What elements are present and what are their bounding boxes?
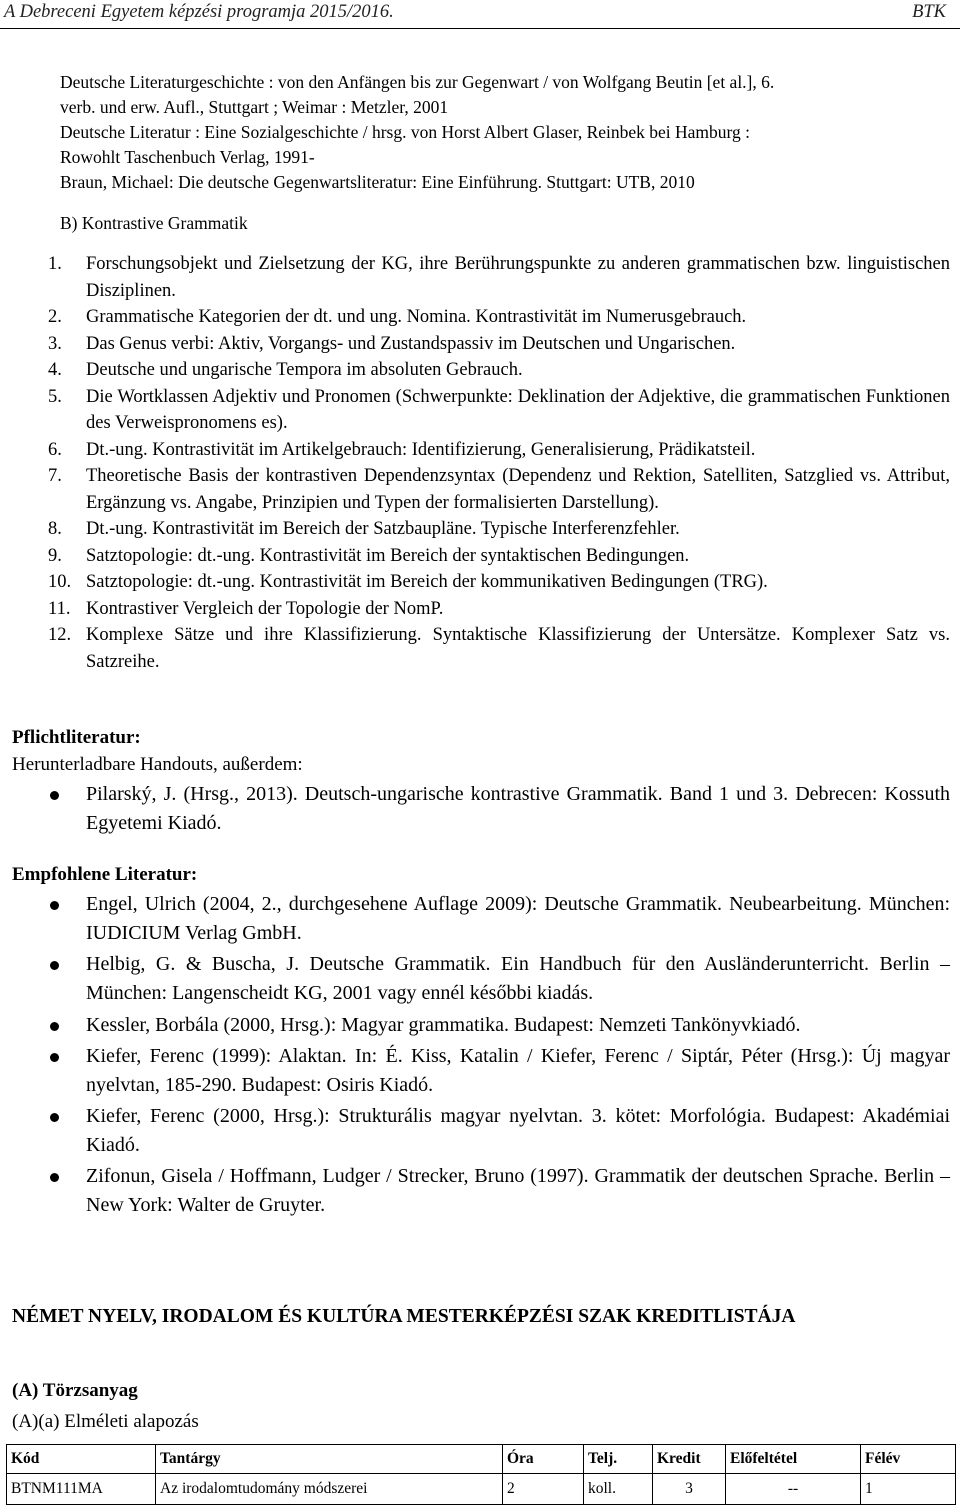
credit-table [6,1444,956,1505]
topic-text: Kontrastiver Vergleich der Topologie der NomP. [86,598,444,619]
literature-text: Zifonun, Gisela / Hoffmann, Ludger / Strecker, Bruno (1997). Grammatik der deutschen Sprache. Berlin – New York: Walter de Gruyter. [86,1165,950,1216]
table-cell: 3 [653,1474,726,1505]
topic-item [48,622,950,675]
reference-line: Deutsche Literatur : Eine Sozialgeschichte / hrsg. von Horst Albert Glaser, Reinbek bei Hamburg : [60,122,751,142]
core-subjects-heading: (A) Törzsanyag [12,1380,138,1401]
topic-item [48,463,950,516]
reference-line: Braun, Michael: Die deutsche Gegenwartsliteratur: Eine Einführung. Stuttgart: UTB, 2010 [60,172,695,192]
topic-text: Deutsche und ungarische Tempora im absoluten Gebrauch. [86,360,523,380]
column-header: Telj. [584,1445,653,1474]
literature-text: Kiefer, Ferenc (1999): Alaktan. In: É. Kiss, Katalin / Kiefer, Ferenc / Siptár, Péter (Hrsg.): Új magyar nyelvtan, 185-290. Budapest: Osiris Kiadó. [86,1045,950,1096]
topic-text: Theoretische Basis der kontrastiven Dependenzsyntax (Dependenz und Rektion, Satelliten, Satzglied vs. Attribut, Ergänzung vs. Angabe, Prinzipien und Typen der formalisierten Darstellung). [86,466,950,513]
topic-text: Forschungsobjekt und Zielsetzung der KG, ihre Berührungspunkte zu anderen grammatischen bzw. linguistischen Disziplinen. [86,254,950,301]
recommended-literature-heading: Empfohlene Literatur: [12,864,198,885]
literature-text: Kessler, Borbála (2000, Hrsg.): Magyar grammatika. Budapest: Nemzeti Tankönyvkiadó. [86,1014,801,1036]
literature-item [0,780,950,838]
topic-number: 6. [48,439,62,460]
bullet-icon [50,791,59,800]
topic-number: 7. [48,466,62,486]
column-header: Kód [7,1445,156,1474]
topic-text: Satztopologie: dt.-ung. Kontrastivität im Bereich der syntaktischen Bedingungen. [86,545,690,566]
theoretical-foundation-heading: (A)(a) Elméleti alapozás [12,1411,199,1432]
table-cell: 2 [503,1474,584,1505]
page-header [0,0,960,29]
column-header: Óra [503,1445,584,1474]
topic-item [48,331,950,358]
table-header-row [7,1445,956,1474]
topic-number: 9. [48,545,62,566]
topic-item [48,543,950,570]
topic-number: 3. [48,333,62,354]
required-literature-heading: Pflichtliteratur: [12,727,141,748]
topic-item [48,437,950,464]
topic-text: Komplexe Sätze und ihre Klassifizierung. Syntaktische Klassifizierung der Untersätze. Komplexer Satz vs. Satzreihe. [86,625,950,672]
topic-item [48,357,950,384]
column-header: Előfeltétel [726,1445,861,1474]
bullet-icon [50,1053,59,1062]
topic-text: Die Wortklassen Adjektiv und Pronomen (Schwerpunkte: Deklination der Adjektive, die grammatischen Funktionen des Verweispronomens es). [86,386,950,433]
topic-item [48,304,950,331]
literature-text: Helbig, G. & Buscha, J. Deutsche Grammatik. Ein Handbuch für den Ausländerunterricht. Berlin – München: Langenscheidt KG, 2001 vagy ennél későbbi kiadás. [86,953,950,1004]
reference-line: verb. und erw. Aufl., Stuttgart ; Weimar : Metzler, 2001 [60,97,449,117]
topic-number: 2. [48,307,62,327]
topic-number: 1. [48,254,62,274]
topic-item [48,251,950,304]
column-header: Kredit [653,1445,726,1474]
topic-number: 8. [48,519,62,539]
table-cell: Az irodalomtudomány módszerei [156,1474,503,1505]
required-literature-list [0,780,950,838]
literature-item [0,1042,950,1100]
literature-text: Engel, Ulrich (2004, 2., durchgesehene Auflage 2009): Deutsche Grammatik. Neubearbeitung. München: IUDICIUM Verlag GmbH. [86,893,950,944]
topic-item [48,569,950,596]
reference-line: Deutsche Literaturgeschichte : von den Anfängen bis zur Gegenwart / von Wolfgang Beutin [et al.], 6. [60,72,775,92]
column-header: Tantárgy [156,1445,503,1474]
bullet-icon [50,1173,59,1182]
header-program-title: A Debreceni Egyetem képzési programja 2015/2016. [4,2,394,22]
reference-list [60,70,950,195]
bullet-icon [50,901,59,910]
topic-text: Grammatische Kategorien der dt. und ung. Nomina. Kontrastivität im Numerusgebrauch. [86,307,747,327]
topic-list [48,251,950,675]
literature-item [0,1011,950,1040]
table-row [7,1474,956,1505]
topic-text: Satztopologie: dt.-ung. Kontrastivität im Bereich der kommunikativen Bedingungen (TRG). [86,572,768,592]
table-cell: koll. [584,1474,653,1505]
literature-text: Kiefer, Ferenc (2000, Hrsg.): Strukturális magyar nyelvtan. 3. kötet: Morfológia. Budapest: Akadémiai Kiadó. [86,1105,950,1156]
topic-number: 4. [48,360,62,380]
topic-item [48,516,950,543]
topic-item [48,596,950,623]
table-cell: 1 [861,1474,956,1505]
literature-item [0,890,950,948]
topic-text: Dt.-ung. Kontrastivität im Artikelgebrauch: Identifizierung, Generalisierung, Prädikatsteil. [86,439,756,460]
literature-item [0,1102,950,1160]
required-literature-intro: Herunterladbare Handouts, außerdem: [12,754,303,775]
bullet-icon [50,1113,59,1122]
credit-list-title: NÉMET NYELV, IRODALOM ÉS KULTÚRA MESTERKÉPZÉSI SZAK KREDITLISTÁJA [12,1306,796,1327]
reference-line: Rowohlt Taschenbuch Verlag, 1991- [60,147,315,167]
bullet-icon [50,1022,59,1031]
literature-item [0,1162,950,1220]
section-heading-b: B) Kontrastive Grammatik [60,213,248,233]
topic-number: 11. [48,598,71,619]
topic-number: 5. [48,386,62,407]
column-header: Félév [861,1445,956,1474]
topic-number: 12. [48,625,72,645]
topic-number: 10. [48,572,72,592]
topic-item [48,384,950,437]
recommended-literature-list [0,890,950,1220]
table-cell: -- [726,1474,861,1505]
literature-item [0,950,950,1008]
bullet-icon [50,961,59,970]
header-faculty: BTK [912,2,946,22]
topic-text: Dt.-ung. Kontrastivität im Bereich der Satzbaupläne. Typische Interferenzfehler. [86,519,680,539]
table-cell: BTNM111MA [7,1474,156,1505]
literature-text: Pilarský, J. (Hrsg., 2013). Deutsch-ungarische kontrastive Grammatik. Band 1 und 3. Debrecen: Kossuth Egyetemi Kiadó. [86,783,950,834]
topic-text: Das Genus verbi: Aktiv, Vorgangs- und Zustandspassiv im Deutschen und Ungarischen. [86,333,736,354]
